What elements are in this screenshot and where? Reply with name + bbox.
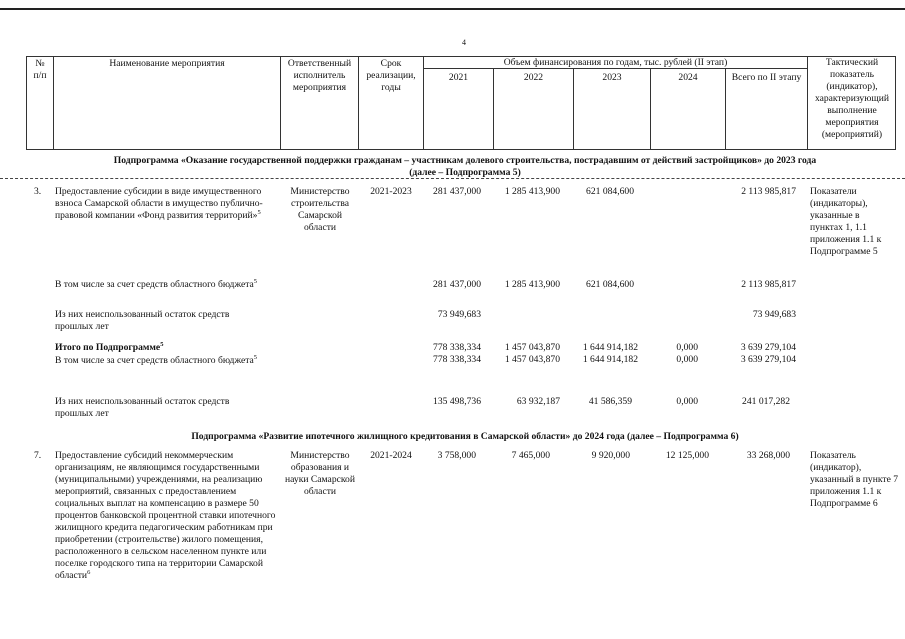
row3-num: 3. [34,186,42,197]
row3-unused-total: 73 949,683 [752,309,796,320]
row3-indicator: Показатели (индикаторы), указанные в пунктах 1, 1.1 приложения 1.1 к Подпрограмме 5 [810,186,882,257]
total5-budget-2023: 1 644 914,182 [582,354,638,365]
header-year-2022: 2022 [523,72,544,83]
row3-term: 2021-2023 [370,186,412,197]
row3-2021: 281 437,000 [433,186,481,197]
row3-budget-label-text: В том числе за счет средств областного бюджета [55,279,254,290]
row3-budget-2023: 621 084,600 [586,279,634,290]
total5-budget-label [55,355,285,367]
top-border-line [0,8,905,10]
header-year-2023: 2023 [602,72,622,83]
row7-2021: 3 758,000 [437,450,476,461]
row3-budget-label [55,279,285,291]
row3-name-text: Предоставление субсидии в виде имущественного взноса Самарской области в имущество публично-правовой компании «Фонд развития территорий» [55,186,263,221]
row7-executor: Министерство образования и науки Самарской области [285,450,355,497]
header-funding-group: Объем финансирования по годам, тыс. рублей (II этап) [503,57,728,68]
total5-budget-2021: 778 338,334 [433,354,481,365]
header-name: Наименование мероприятия [109,58,225,69]
total5-2022: 1 457 043,870 [504,342,560,353]
total5-unused-2022: 63 932,187 [516,396,560,407]
header-indicator: Тактический показатель (индикатор), характеризующий выполнение мероприятия (мероприятий) [814,57,890,140]
header-executor: Ответственный исполнитель мероприятия [287,58,352,93]
total5-2021: 778 338,334 [433,342,481,353]
header-term: Срок реализации, годы [366,58,416,93]
dashed-divider [0,178,905,179]
row3-unused-label: Из них неиспользованный остаток средств прошлых лет [55,309,230,332]
header-num: № п/п [33,58,47,81]
row7-name-text: Предоставление субсидий некоммерческим организациям, не являющимся государственными (муниципальными) учреждениями, на реализацию мероприятий, связанных с предоставлением социальных выплат на компенсацию в размере 50 процентов банковской процентной ставки ипотечного жилищного кредита педагогическим работникам при приобретении (строительстве) жилого помещения, расположенного в сельском населенном пункте или поселке городского типа на территории Самарской области [55,450,276,581]
header-total: Всего по II этапу [731,72,802,83]
total5-unused-2024: 0,000 [676,396,698,407]
row3-name [55,186,280,222]
row3-budget-2022: 1 285 413,900 [504,279,560,290]
section6-title: Подпрограмма «Развитие ипотечного жилищного кредитования в Самарской области» до 2024 года (далее – Подпрограмма 6) [191,431,739,442]
row7-name [55,450,277,582]
total5-unused-label: Из них неиспользованный остаток средств прошлых лет [55,396,230,419]
section5-title: Подпрограмма «Оказание государственной поддержки гражданам – участникам долевого строительства, пострадавшим от действий застройщиков» до 2023 года [113,155,817,166]
footnote-mark: 5 [257,208,261,216]
row3-unused-2021: 73 949,683 [437,309,481,320]
footnote-mark: 5 [253,277,258,285]
row3-2023: 621 084,600 [586,186,634,197]
row7-num: 7. [34,450,42,461]
row3-executor: Министерство строительства Самарской области [290,186,350,233]
total5-unused-2021: 135 498,736 [433,396,481,407]
footnote-mark: 6 [87,568,91,576]
row7-2022: 7 465,000 [511,450,550,461]
total5-budget-2024: 0,000 [676,354,698,365]
row7-2023: 9 920,000 [591,450,630,461]
total5-2023: 1 644 914,182 [582,342,638,353]
row7-term: 2021-2024 [370,450,412,461]
col-line [895,56,896,150]
total5-label-text: Итого по Подпрограмме [55,342,161,353]
total5-budget-total: 3 639 279,104 [740,354,796,365]
row3-budget-total: 2 113 985,817 [741,279,796,290]
row3-2022: 1 285 413,900 [504,186,560,197]
row7-2024: 12 125,000 [665,450,709,461]
col-line [423,56,424,150]
section5-subtitle: (далее – Подпрограмма 5) [409,167,521,178]
total5-unused-total: 241 017,282 [742,396,790,407]
row3-total: 2 113 985,817 [741,186,796,197]
total5-unused-2023: 41 586,359 [588,396,632,407]
total5-total: 3 639 279,104 [740,342,796,353]
total5-2024: 0,000 [676,342,698,353]
header-bottom-rule [26,149,895,150]
row7-indicator: Показатель (индикатор), указанный в пункте 7 приложения 1.1 к Подпрограмме 6 [810,450,899,509]
header-year-2021: 2021 [448,72,469,83]
footnote-mark: 5 [253,353,258,361]
col-line [358,56,359,150]
row7-total: 33 268,000 [746,450,790,461]
page-number: 4 [462,38,466,47]
header-year-2024: 2024 [678,72,698,83]
total5-budget-2022: 1 457 043,870 [504,354,560,365]
col-line [807,56,808,150]
col-line [53,56,54,150]
footnote-mark: 5 [160,340,164,348]
row3-budget-2021: 281 437,000 [433,279,481,290]
total5-budget-label-text: В том числе за счет средств областного бюджета [55,355,254,366]
total5-label [55,342,285,354]
